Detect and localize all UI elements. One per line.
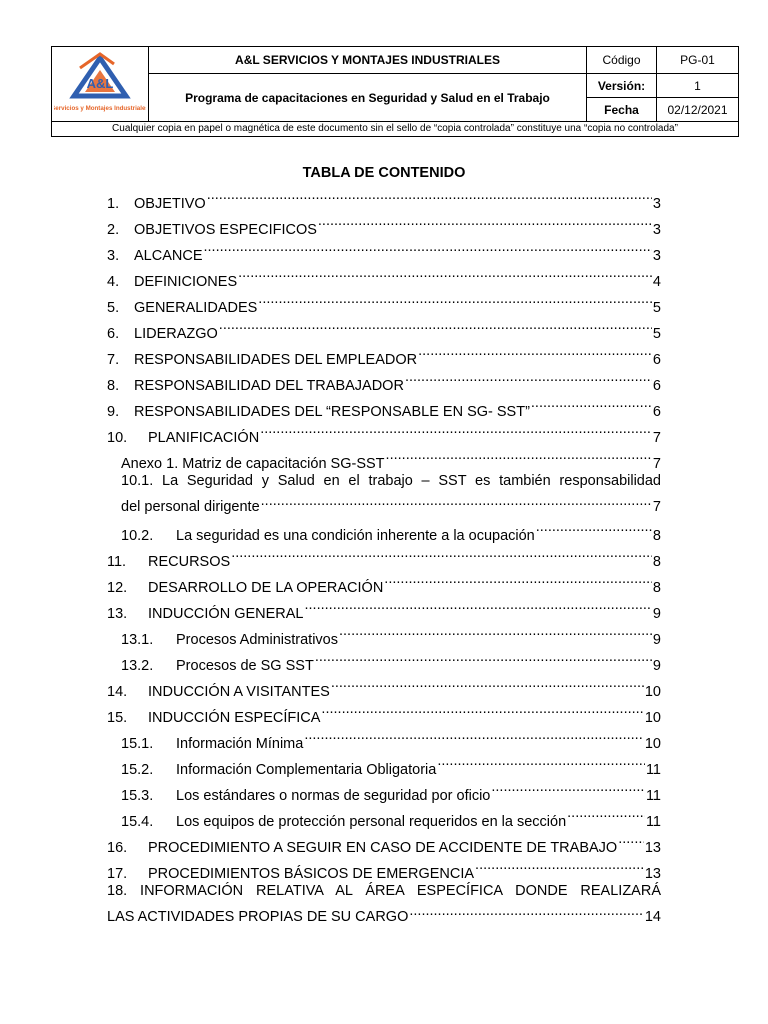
toc-entry-number: 3.	[107, 248, 120, 264]
toc-entry-number: 16.	[107, 840, 128, 856]
version-label: Versión:	[587, 74, 657, 98]
toc-entry-page: 10	[644, 736, 661, 752]
toc-leader-dots	[219, 312, 652, 338]
toc-entry-text-continued: LAS ACTIVIDADES PROPIAS DE SU CARGO	[107, 909, 409, 925]
toc-entry-number: 11.	[107, 554, 127, 570]
toc-leader-dots	[204, 234, 652, 260]
toc-leader-dots	[386, 442, 652, 468]
toc-leader-dots	[238, 260, 652, 286]
toc-leader-dots	[491, 774, 645, 800]
toc-leader-dots	[437, 748, 645, 774]
document-header	[51, 46, 739, 137]
toc-leader-dots	[261, 491, 652, 511]
toc-entry-text: INDUCCIÓN A VISITANTES	[148, 684, 330, 700]
toc-entry-number: 10.2.	[121, 528, 154, 544]
company-name: A&L SERVICIOS Y MONTAJES INDUSTRIALES	[149, 47, 587, 74]
toc-entry-number: 10.	[107, 430, 128, 446]
toc-entry-number: 5.	[107, 300, 120, 316]
toc-entry-page: 11	[645, 814, 661, 830]
toc-entry[interactable]	[107, 468, 661, 514]
toc-entry-page: 9	[652, 632, 661, 648]
logo-letters: A&L	[86, 75, 114, 91]
toc-entry-page: 11	[645, 762, 661, 778]
toc-entry-page: 7	[652, 430, 661, 446]
toc-leader-dots	[405, 364, 652, 390]
toc-entry-page: 3	[652, 222, 661, 238]
toc-entry-text: Los equipos de protección personal requeridos en la sección	[176, 814, 567, 830]
toc-entry[interactable]	[107, 514, 661, 544]
toc-entry-number: 15.1.	[121, 736, 154, 752]
toc-entry-number: 13.1.	[121, 632, 154, 648]
toc-entry-page: 14	[644, 909, 661, 925]
toc-entry-page: 13	[644, 840, 661, 856]
toc-entry-number: 15.2.	[121, 762, 154, 778]
toc-entry-page: 10	[644, 684, 661, 700]
logo-caption: Servicios y Montajes Industriales	[54, 104, 146, 112]
toc-entry-text: Los estándares o normas de seguridad por oficio	[176, 788, 491, 804]
toc-entry-page: 6	[652, 404, 661, 420]
toc-entry-number: 7.	[107, 352, 120, 368]
toc-leader-dots	[531, 390, 652, 416]
toc-entry-text: Anexo 1. Matriz de capacitación SG-SST	[121, 456, 385, 472]
copy-control-note: Cualquier copia en papel o magnética de este documento sin el sello de “copia controlada” constituye una “copia no controlada”	[52, 122, 739, 137]
toc-entry-number: 13.	[107, 606, 128, 622]
toc-entry-page: 9	[652, 606, 661, 622]
toc-entry-text: INFORMACIÓN RELATIVA AL ÁREA ESPECÍFICA DONDE REALIZARÁ	[140, 883, 661, 899]
toc-leader-dots	[384, 566, 652, 592]
version-value: 1	[657, 74, 739, 98]
toc-leader-dots	[318, 208, 652, 234]
toc-entry-text: LIDERAZGO	[134, 326, 218, 342]
toc-entry-number: 10.1.	[121, 473, 154, 489]
toc-leader-dots	[618, 826, 644, 852]
toc-leader-dots	[315, 644, 652, 670]
toc-entry[interactable]	[107, 878, 661, 924]
toc-entry-number: 15.	[107, 710, 128, 726]
toc-entry-page: 13	[644, 866, 661, 882]
codigo-label: Código	[587, 47, 657, 74]
toc-leader-dots	[207, 182, 652, 208]
toc-entry-page: 6	[652, 378, 661, 394]
toc-entry-page: 3	[652, 248, 661, 264]
toc-entry-text: DESARROLLO DE LA OPERACIÓN	[148, 580, 384, 596]
toc-entry-text: RESPONSABILIDADES DEL EMPLEADOR	[134, 352, 418, 368]
toc-entry-text: RESPONSABILIDAD DEL TRABAJADOR	[134, 378, 404, 394]
toc-entry-text: PROCEDIMIENTO A SEGUIR EN CASO DE ACCIDENTE DE TRABAJO	[148, 840, 618, 856]
toc-leader-dots	[304, 722, 644, 748]
toc-entry-text: Procesos Administrativos	[176, 632, 338, 648]
toc-entry-page: 7	[652, 456, 661, 472]
toc-leader-dots	[475, 852, 644, 878]
toc-title: TABLA DE CONTENIDO	[302, 165, 466, 181]
toc-entry-text: RECURSOS	[148, 554, 231, 570]
toc-entry-page: 6	[652, 352, 661, 368]
toc-leader-dots	[536, 514, 652, 540]
toc-entry-text: La seguridad es una condición inherente a la ocupación	[176, 528, 535, 544]
toc-entry-page: 8	[652, 528, 661, 544]
toc-entry-text: DEFINICIONES	[134, 274, 238, 290]
codigo-value: PG-01	[657, 47, 739, 74]
toc-entry-text: OBJETIVOS ESPECIFICOS	[134, 222, 317, 238]
fecha-value: 02/12/2021	[657, 98, 739, 122]
toc-entry-text: GENERALIDADES	[134, 300, 258, 316]
toc-entry-page: 9	[652, 658, 661, 674]
toc-entry-number: 2.	[107, 222, 120, 238]
toc-leader-dots	[305, 592, 652, 618]
toc-entry-number: 14.	[107, 684, 128, 700]
toc-entry-text: OBJETIVO	[134, 196, 206, 212]
toc-entry-number: 4.	[107, 274, 120, 290]
program-title: Programa de capacitaciones en Seguridad y Salud en el Trabajo	[149, 74, 587, 122]
toc-entry-page: 7	[652, 499, 661, 515]
toc-entry-number: 9.	[107, 404, 120, 420]
toc-entry-number: 15.3.	[121, 788, 154, 804]
toc-leader-dots	[258, 286, 652, 312]
logo-icon	[54, 50, 146, 116]
toc-entry-text: ALCANCE	[134, 248, 203, 264]
toc-entry-number: 15.4.	[121, 814, 154, 830]
toc-leader-dots	[339, 618, 652, 644]
fecha-label: Fecha	[587, 98, 657, 122]
toc-leader-dots	[231, 540, 652, 566]
toc-entry-text: Información Mínima	[176, 736, 304, 752]
toc-leader-dots	[331, 670, 644, 696]
toc-entry-text: RESPONSABILIDADES DEL “RESPONSABLE EN SG- SST”	[134, 404, 530, 420]
toc-leader-dots	[418, 338, 652, 364]
toc-entry-page: 5	[652, 300, 661, 316]
toc-entry-text: PROCEDIMIENTOS BÁSICOS DE EMERGENCIA	[148, 866, 475, 882]
toc-entry-number: 6.	[107, 326, 120, 342]
toc-entry-page: 5	[652, 326, 661, 342]
toc-entry-number: 17.	[107, 866, 128, 882]
toc-entry-text: Información Complementaria Obligatoria	[176, 762, 437, 778]
toc-entry-number: 12.	[107, 580, 128, 596]
toc-leader-dots	[567, 800, 645, 826]
toc-entry-page: 4	[652, 274, 661, 290]
toc-entry-number: 18.	[107, 883, 128, 899]
toc-entry-text-continued: del personal dirigente	[121, 499, 260, 515]
toc-entry-text: INDUCCIÓN GENERAL	[148, 606, 304, 622]
toc-entry-page: 10	[644, 710, 661, 726]
table-of-contents	[107, 182, 661, 924]
toc-leader-dots	[321, 696, 643, 722]
company-logo	[52, 47, 149, 122]
toc-entry-page: 8	[652, 554, 661, 570]
toc-entry-number: 8.	[107, 378, 120, 394]
toc-entry-text: PLANIFICACIÓN	[148, 430, 260, 446]
toc-entry-page: 8	[652, 580, 661, 596]
toc-entry-number: 13.2.	[121, 658, 154, 674]
toc-entry-text: Procesos de SG SST	[176, 658, 314, 674]
toc-entry[interactable]	[107, 182, 661, 212]
toc-entry-text: INDUCCIÓN ESPECÍFICA	[148, 710, 321, 726]
toc-leader-dots	[409, 901, 644, 921]
toc-entry-page: 11	[645, 788, 661, 804]
toc-leader-dots	[260, 416, 652, 442]
toc-entry-text: La Seguridad y Salud en el trabajo – SST es también responsabilidad	[162, 473, 661, 489]
toc-entry-page: 3	[652, 196, 661, 212]
toc-entry-number: 1.	[107, 196, 120, 212]
